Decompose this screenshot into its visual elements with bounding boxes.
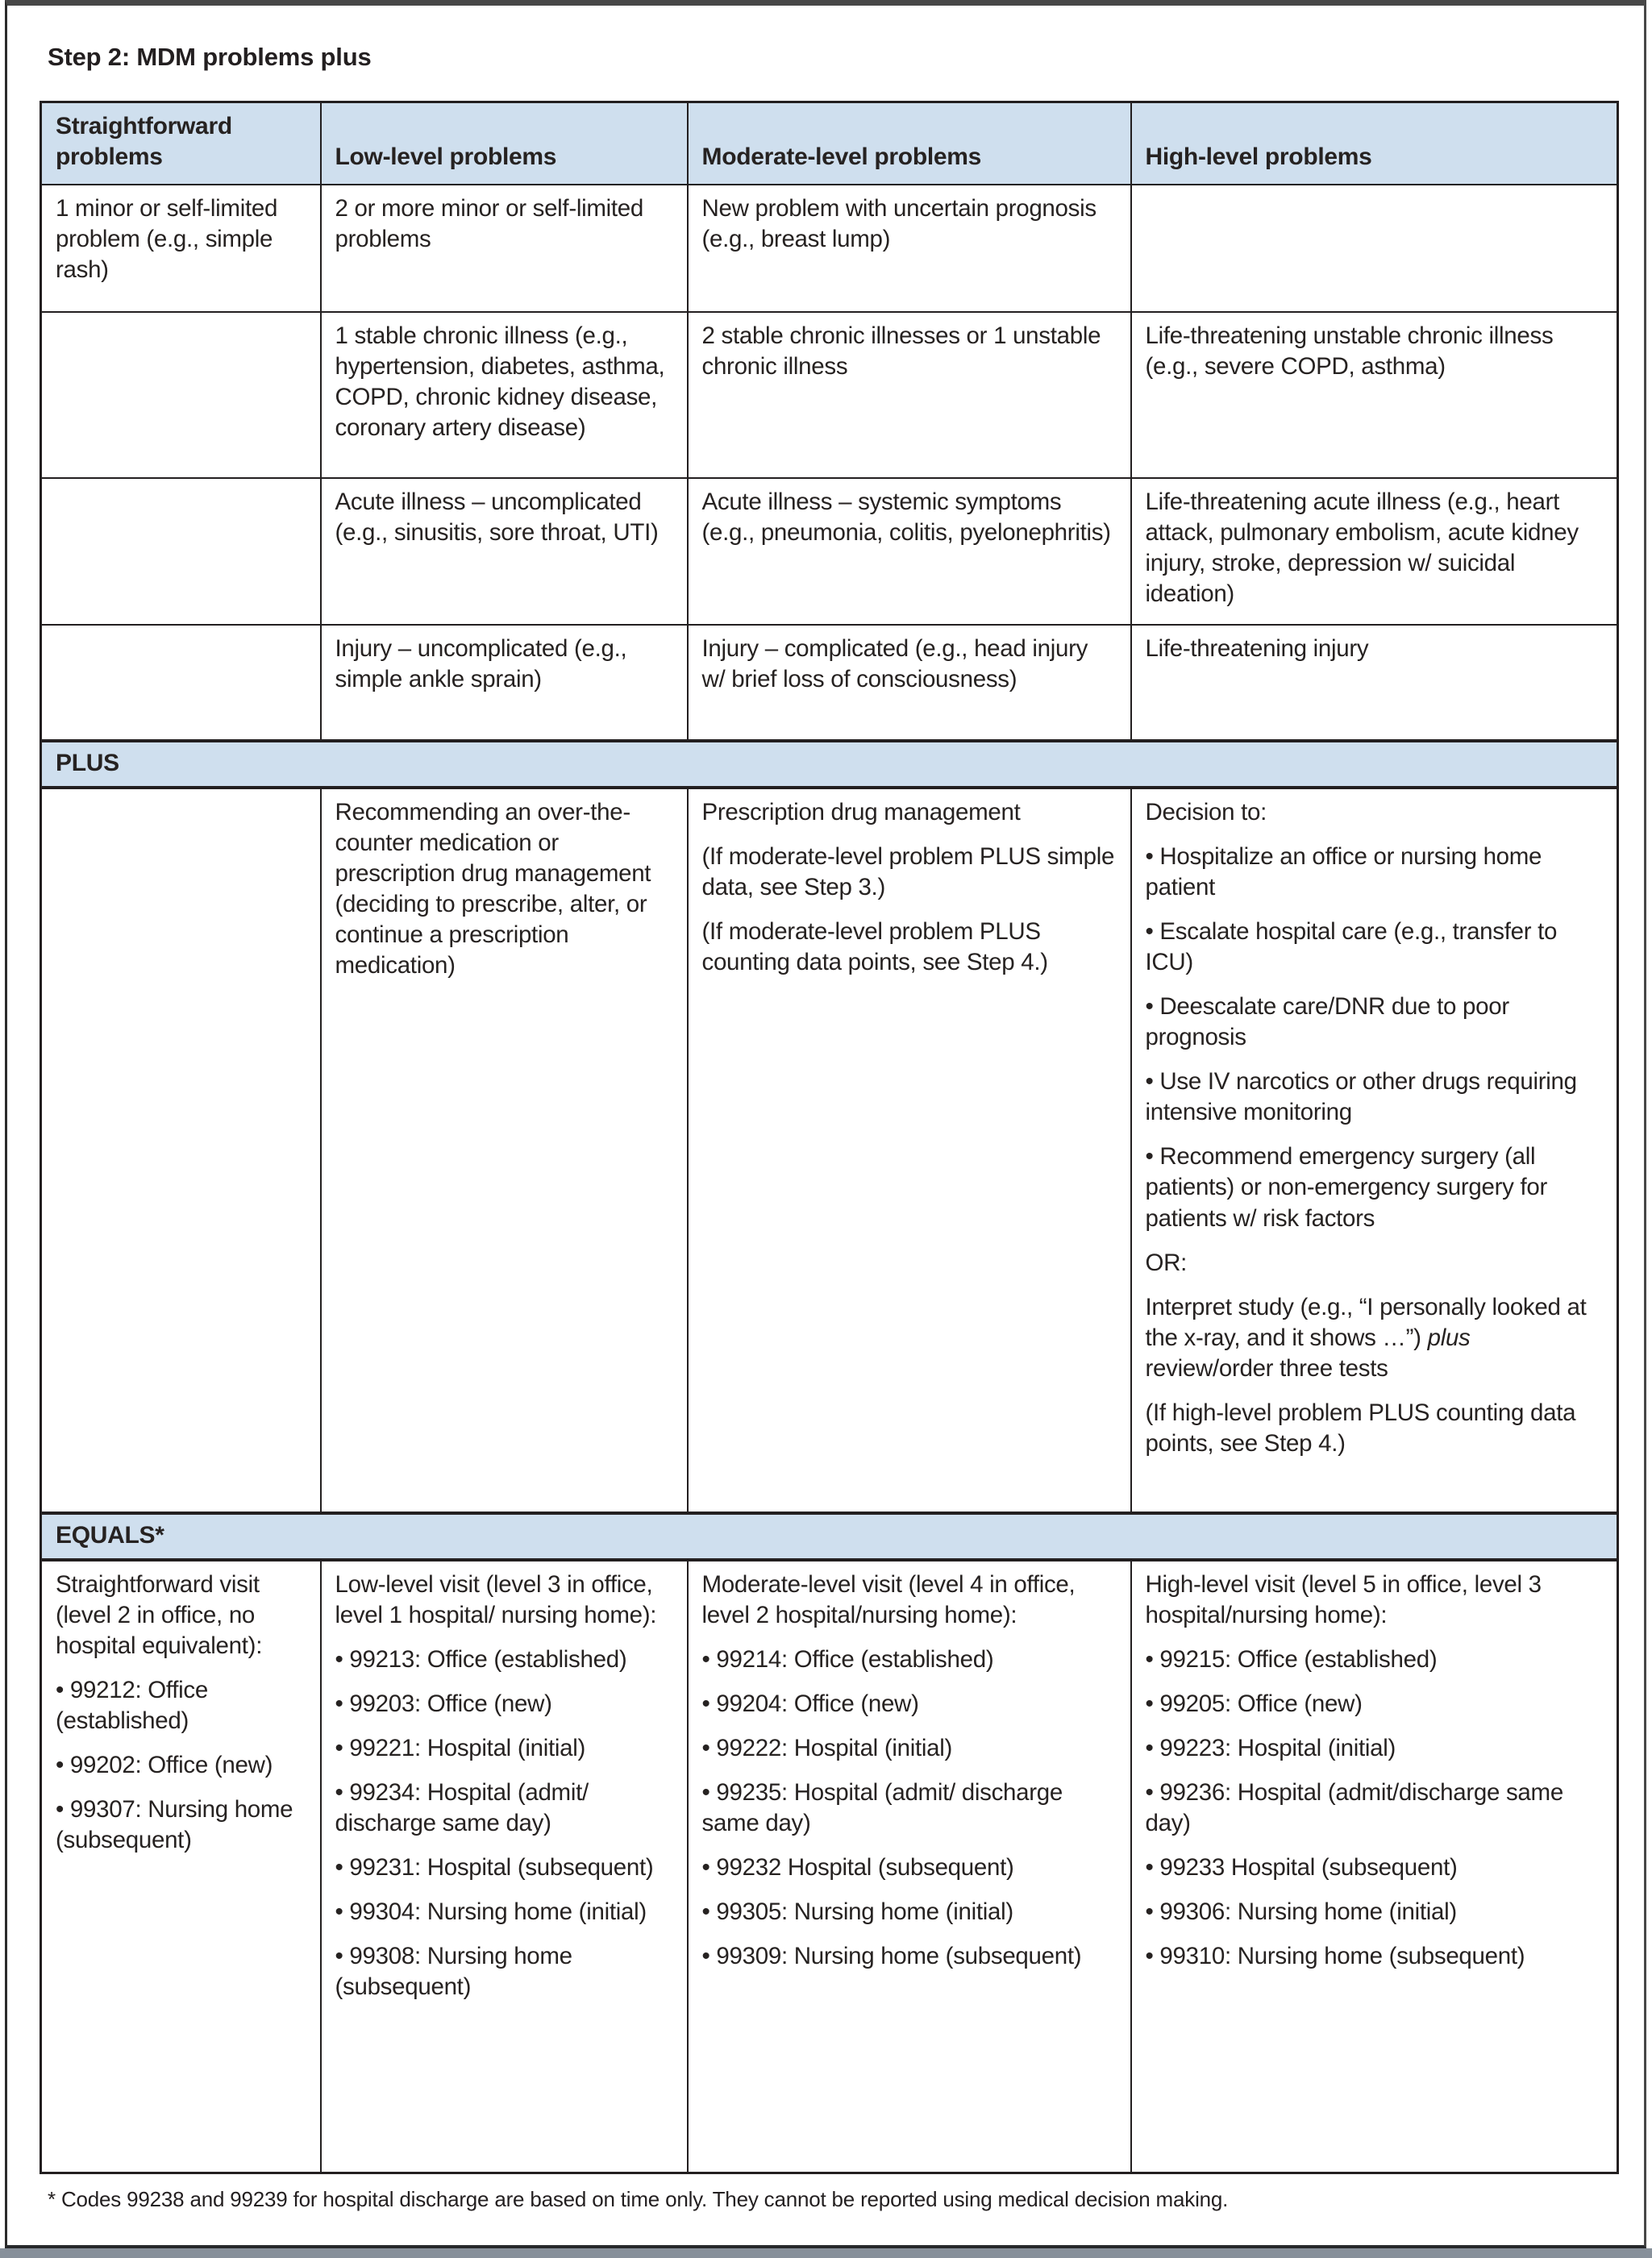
table-cell: Life-threatening acute illness (e.g., heart attack, pulmonary embolism, acute kidney injury, stroke, depression w/ suicidal ideation)	[1131, 478, 1618, 625]
table-cell: Life-threatening injury	[1131, 625, 1618, 741]
table-cell: 1 stable chronic illness (e.g., hypertension, diabetes, asthma, COPD, chronic kidney disease, coronary artery disease)	[321, 312, 688, 478]
table-cell: 1 minor or self-limited problem (e.g., simple rash)	[41, 185, 321, 312]
table-cell: 2 or more minor or self-limited problems	[321, 185, 688, 312]
table-row	[41, 312, 1618, 478]
mdm-problems-table	[40, 101, 1619, 2174]
table-cell	[1131, 185, 1618, 312]
table-cell: Acute illness – uncomplicated (e.g., sinusitis, sore throat, UTI)	[321, 478, 688, 625]
table-cell: Life-threatening unstable chronic illness (e.g., severe COPD, asthma)	[1131, 312, 1618, 478]
table-cell	[41, 312, 321, 478]
page-bottom-strip	[0, 2248, 1652, 2258]
plus-band-row	[41, 741, 1618, 788]
table-cell: Low-level visit (level 3 in office, level 1 hospital/ nursing home): • 99213: Office (established) • 99203: Office (new) • 99221: Hospital (initial) • 99234: Hospital (admit/ discharge same day) • 99231: Hospital (subsequent) • 99304: Nursing home (initial) • 99308: Nursing home (subsequent)	[321, 1560, 688, 2173]
equals-band-label: EQUALS*	[41, 1513, 1618, 1560]
column-header-straightforward-problems: Straightforward problems	[41, 102, 321, 185]
table-cell: High-level visit (level 5 in office, level 3 hospital/nursing home): • 99215: Office (established) • 99205: Office (new) • 99223: Hospital (initial) • 99236: Hospital (admit/discharge same day) • 99233 Hospital (subsequent) • 99306: Nursing home (initial) • 99310: Nursing home (subsequent)	[1131, 1560, 1618, 2173]
column-header-high-level-problems: High-level problems	[1131, 102, 1618, 185]
table-cell: Injury – complicated (e.g., head injury w/ brief loss of consciousness)	[688, 625, 1131, 741]
table-cell	[41, 625, 321, 741]
plus-band-label: PLUS	[41, 741, 1618, 788]
page-title: Step 2: MDM problems plus	[48, 43, 372, 71]
table-cell: Decision to: • Hospitalize an office or nursing home patient • Escalate hospital care (e.g., transfer to ICU) • Deescalate care/DNR due to poor prognosis • Use IV narcotics or other drugs requiring intensive monitoring • Recommend emergency surgery (all patients) or non-emergency surgery for patients w/ risk factors OR: Interpret study (e.g., “I personally looked at the x-ray, and it shows …”) plus review/order three tests (If high-level problem PLUS counting data points, see Step 4.)	[1131, 788, 1618, 1513]
table-row	[41, 788, 1618, 1513]
footnote: * Codes 99238 and 99239 for hospital discharge are based on time only. They cannot be reported using medical decision making.	[48, 2186, 1229, 2211]
table-cell: Injury – uncomplicated (e.g., simple ankle sprain)	[321, 625, 688, 741]
table-row	[41, 625, 1618, 741]
column-header-moderate-level-problems: Moderate-level problems	[688, 102, 1131, 185]
table-row	[41, 185, 1618, 312]
table-cell: Prescription drug management (If moderate-level problem PLUS simple data, see Step 3.) (If moderate-level problem PLUS counting data points, see Step 4.)	[688, 788, 1131, 1513]
equals-band-row	[41, 1513, 1618, 1560]
table-cell: 2 stable chronic illnesses or 1 unstable chronic illness	[688, 312, 1131, 478]
page	[5, 0, 1646, 2248]
table-cell: Acute illness – systemic symptoms (e.g., pneumonia, colitis, pyelonephritis)	[688, 478, 1131, 625]
table-cell: New problem with uncertain prognosis (e.g., breast lump)	[688, 185, 1131, 312]
table-cell	[41, 788, 321, 1513]
column-header-low-level-problems: Low-level problems	[321, 102, 688, 185]
table-cell: Straightforward visit (level 2 in office, no hospital equivalent): • 99212: Office (established) • 99202: Office (new) • 99307: Nursing home (subsequent)	[41, 1560, 321, 2173]
table-cell: Moderate-level visit (level 4 in office, level 2 hospital/nursing home): • 99214: Office (established) • 99204: Office (new) • 99222: Hospital (initial) • 99235: Hospital (admit/ discharge same day) • 99232 Hospital (subsequent) • 99305: Nursing home (initial) • 99309: Nursing home (subsequent)	[688, 1560, 1131, 2173]
table-cell: Recommending an over-the-counter medication or prescription drug management (deciding to prescribe, alter, or continue a prescription medication)	[321, 788, 688, 1513]
table-row	[41, 1560, 1618, 2173]
header-row	[41, 102, 1618, 185]
table-row	[41, 478, 1618, 625]
table-cell	[41, 478, 321, 625]
